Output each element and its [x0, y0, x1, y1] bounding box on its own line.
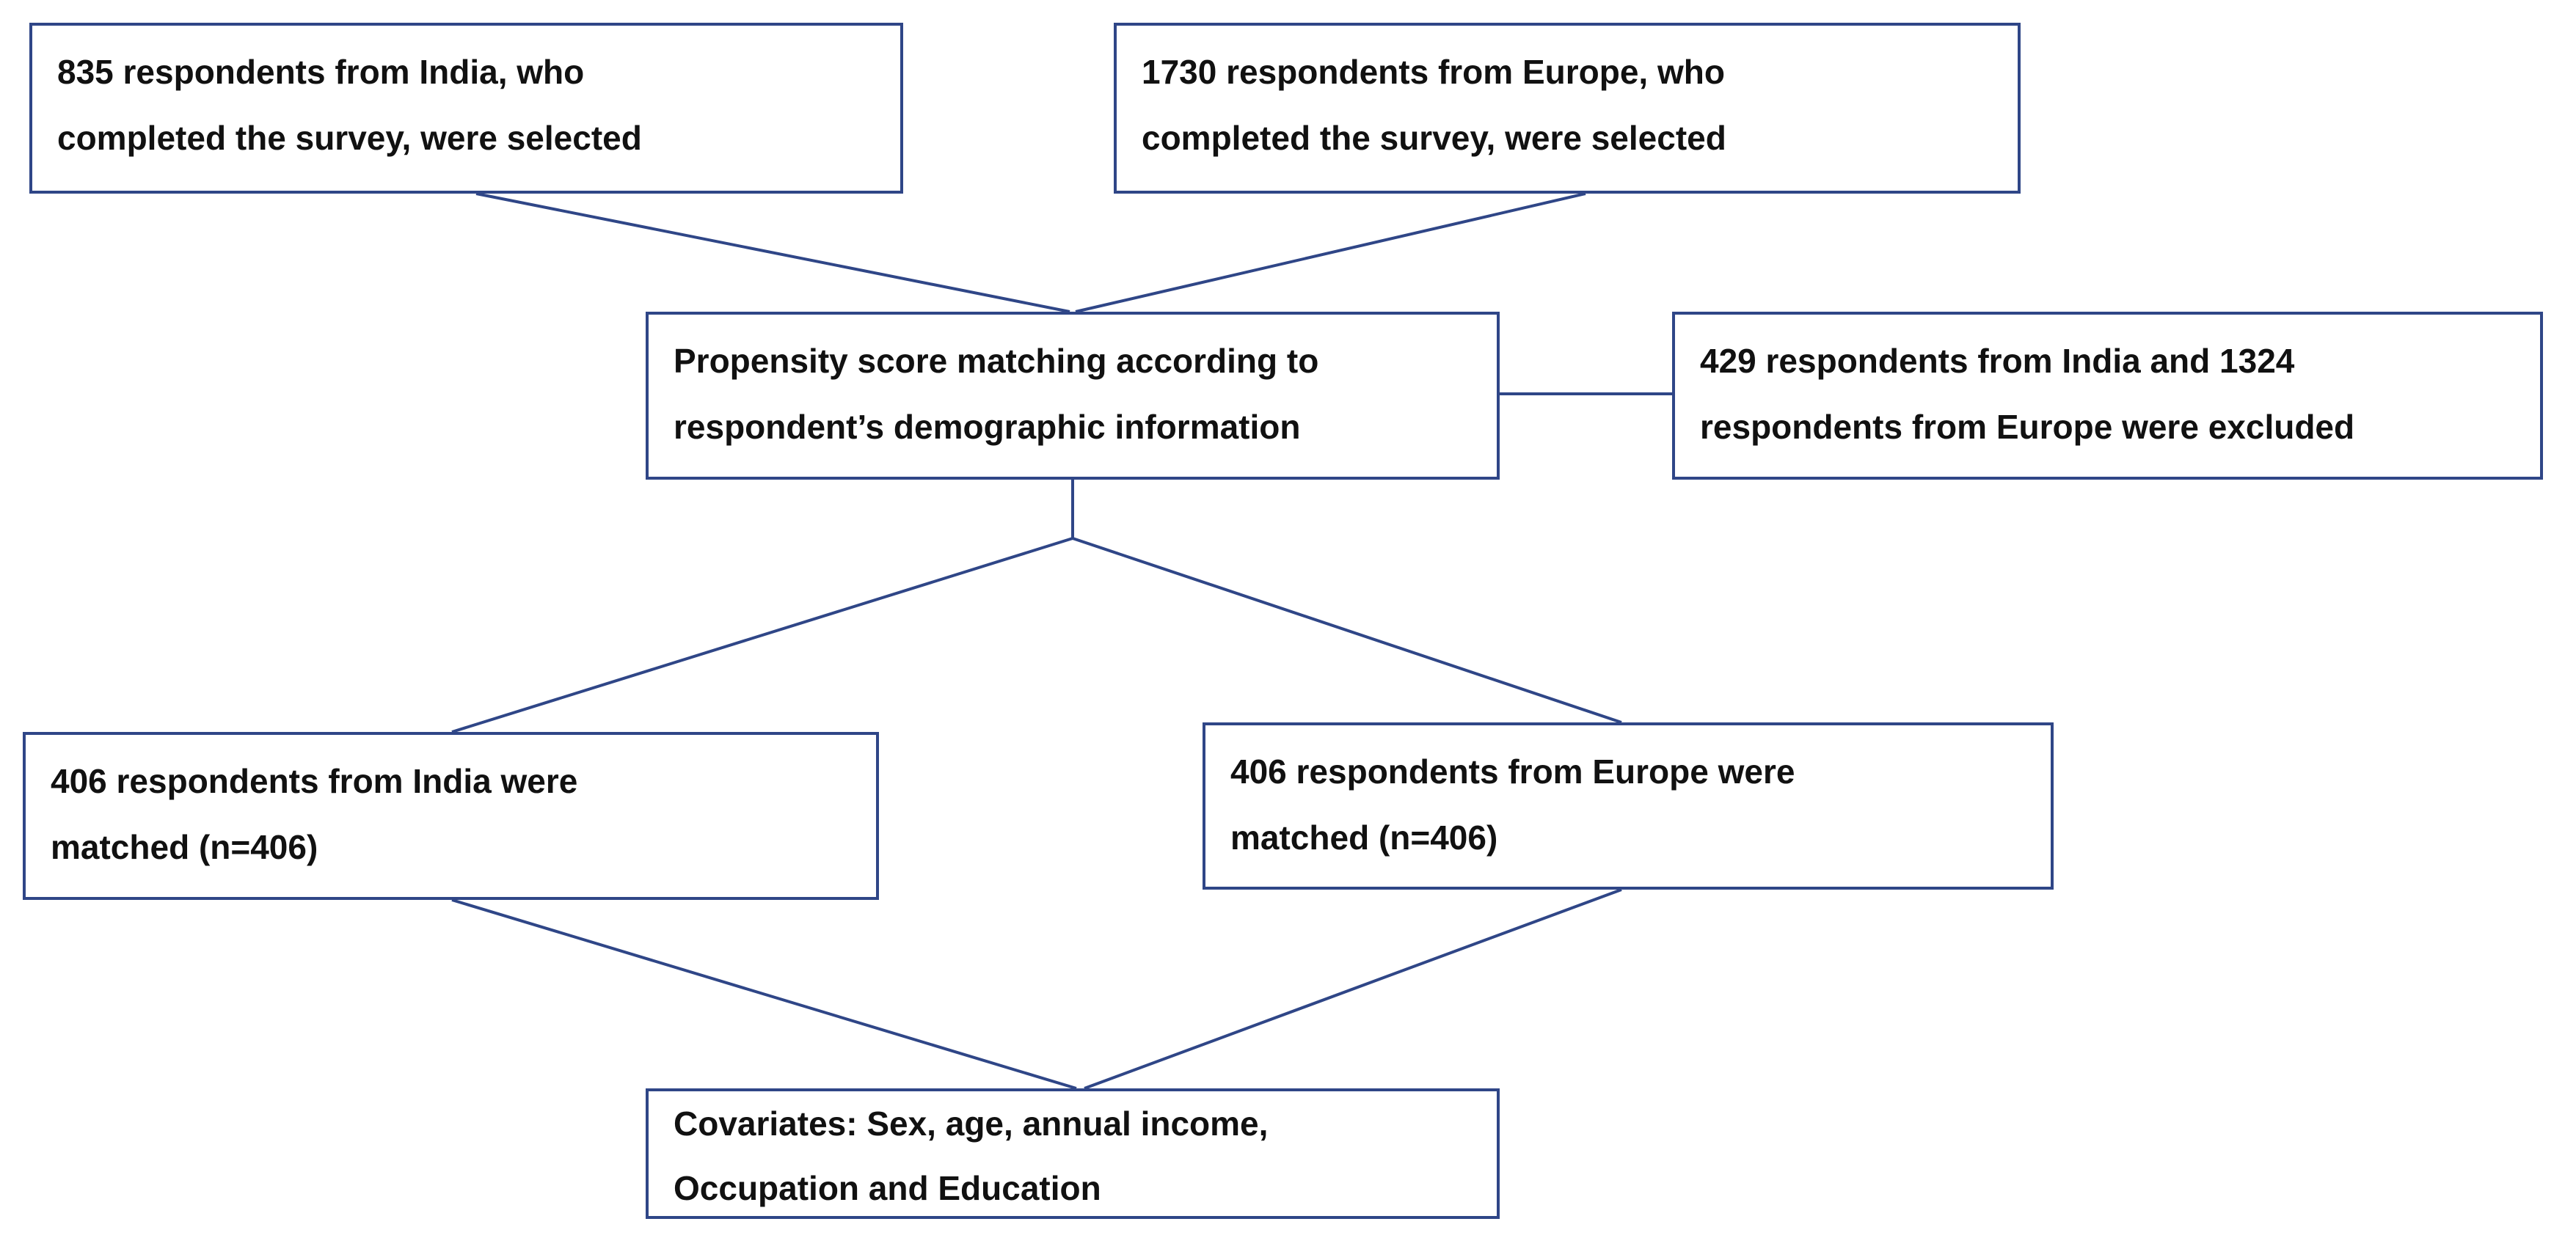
box-text-line: 429 respondents from India and 1324: [1700, 342, 2295, 380]
box-excluded: [1672, 312, 2543, 480]
box-india-selected: [29, 23, 903, 194]
box-india-matched: [23, 732, 879, 900]
box-covariates: [646, 1088, 1500, 1219]
box-text-line: 835 respondents from India, who: [57, 53, 585, 91]
box-text-line: respondents from Europe were excluded: [1700, 408, 2355, 446]
box-text-line: 406 respondents from Europe were: [1230, 752, 1795, 791]
box-text-line: 406 respondents from India were: [51, 762, 578, 800]
box-text-line: Propensity score matching according to: [674, 342, 1319, 380]
box-text-line: respondent’s demographic information: [674, 408, 1301, 446]
box-europe-selected: [1114, 23, 2021, 194]
connector-europe-to-covariates: [1084, 890, 1621, 1088]
box-text-line: matched (n=406): [1230, 818, 1498, 857]
connector-split-to-india: [452, 538, 1073, 732]
connector-india-to-covariates: [452, 900, 1076, 1088]
box-text-line: Occupation and Education: [674, 1169, 1101, 1207]
box-text-line: completed the survey, were selected: [1142, 119, 1726, 157]
box-text-line: matched (n=406): [51, 828, 318, 866]
connector-india-to-psm: [476, 194, 1070, 312]
connector-europe-to-psm: [1076, 194, 1586, 312]
box-text-line: completed the survey, were selected: [57, 119, 642, 157]
box-propensity-matching: [646, 312, 1500, 480]
box-text-line: Covariates: Sex, age, annual income,: [674, 1105, 1269, 1143]
box-text-line: 1730 respondents from Europe, who: [1142, 53, 1725, 91]
box-europe-matched: [1203, 722, 2054, 890]
connector-split-to-europe: [1073, 538, 1621, 722]
